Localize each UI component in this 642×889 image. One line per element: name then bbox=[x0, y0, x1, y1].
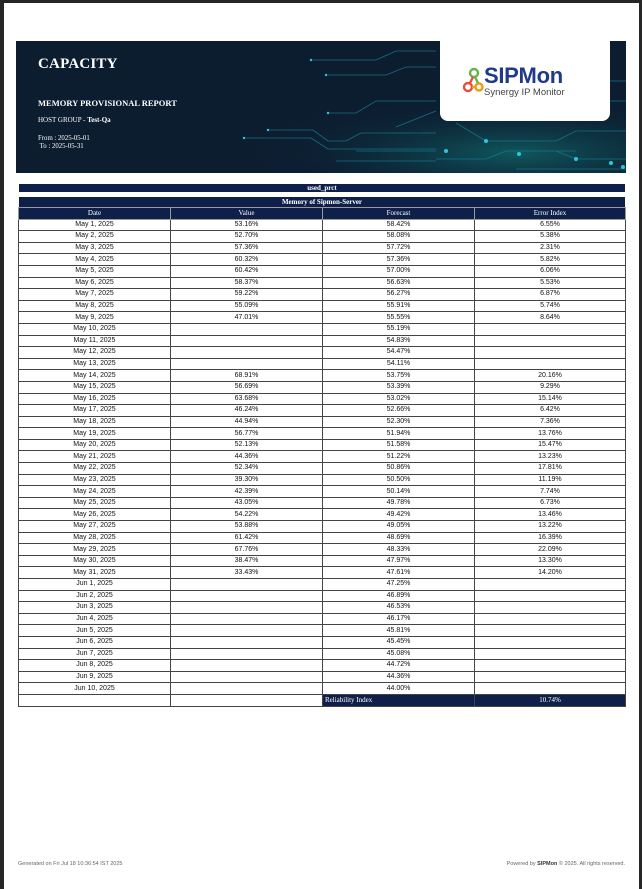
cell-error-index: 6.87% bbox=[475, 289, 626, 301]
cell-value: 63.68% bbox=[171, 393, 323, 405]
cell-date: May 21, 2025 bbox=[19, 451, 171, 463]
cell-error-index: 11.19% bbox=[475, 474, 626, 486]
table-row bbox=[19, 300, 626, 312]
cell-date: Jun 8, 2025 bbox=[19, 660, 171, 672]
cell-value: 67.76% bbox=[171, 544, 323, 556]
cell-value bbox=[171, 579, 323, 591]
cell-forecast: 50.14% bbox=[323, 486, 475, 498]
table-row bbox=[19, 265, 626, 277]
cell-value: 47.01% bbox=[171, 312, 323, 324]
cell-date: Jun 1, 2025 bbox=[19, 579, 171, 591]
metric-title-bar: used_prct bbox=[19, 184, 625, 192]
cell-value: 33.43% bbox=[171, 567, 323, 579]
cell-error-index: 6.42% bbox=[475, 405, 626, 417]
cell-error-index: 6.06% bbox=[475, 265, 626, 277]
table-row bbox=[19, 254, 626, 266]
table-row bbox=[19, 312, 626, 324]
cell-value: 68.91% bbox=[171, 370, 323, 382]
cell-error-index: 13.76% bbox=[475, 428, 626, 440]
section-title-bar: Memory of Sipmon-Server bbox=[19, 197, 625, 207]
table-row bbox=[19, 671, 626, 683]
cell-error-index bbox=[475, 613, 626, 625]
cell-forecast: 49.05% bbox=[323, 521, 475, 533]
cell-date: Jun 9, 2025 bbox=[19, 671, 171, 683]
cell-value: 53.88% bbox=[171, 521, 323, 533]
table-row bbox=[19, 219, 626, 231]
table-row bbox=[19, 405, 626, 417]
cell-value: 46.24% bbox=[171, 405, 323, 417]
cell-date: May 6, 2025 bbox=[19, 277, 171, 289]
cell-date: May 25, 2025 bbox=[19, 497, 171, 509]
cell-date: May 12, 2025 bbox=[19, 347, 171, 359]
logo-tagline: Synergy IP Monitor bbox=[484, 87, 565, 98]
cell-value bbox=[171, 648, 323, 660]
cell-forecast: 44.72% bbox=[323, 660, 475, 672]
cell-date: May 28, 2025 bbox=[19, 532, 171, 544]
cell-forecast: 44.36% bbox=[323, 671, 475, 683]
cell-date: Jun 5, 2025 bbox=[19, 625, 171, 637]
cell-value bbox=[171, 335, 323, 347]
cell-forecast: 56.27% bbox=[323, 289, 475, 301]
table-row bbox=[19, 393, 626, 405]
cell-error-index bbox=[475, 625, 626, 637]
cell-value: 56.77% bbox=[171, 428, 323, 440]
cell-date: Jun 10, 2025 bbox=[19, 683, 171, 695]
table-row bbox=[19, 509, 626, 521]
cell-error-index: 20.16% bbox=[475, 370, 626, 382]
cell-error-index: 15.47% bbox=[475, 439, 626, 451]
table-row bbox=[19, 289, 626, 301]
cell-value bbox=[171, 625, 323, 637]
cell-error-index: 13.30% bbox=[475, 555, 626, 567]
report-name: MEMORY PROVISIONAL REPORT bbox=[38, 98, 177, 108]
cell-value: 58.37% bbox=[171, 277, 323, 289]
table-row bbox=[19, 323, 626, 335]
cell-error-index bbox=[475, 579, 626, 591]
cell-date: May 14, 2025 bbox=[19, 370, 171, 382]
cell-forecast: 50.86% bbox=[323, 463, 475, 475]
cell-value: 55.09% bbox=[171, 300, 323, 312]
powered-by-prefix: Powered by bbox=[506, 861, 538, 867]
cell-error-index: 14.20% bbox=[475, 567, 626, 579]
date-range bbox=[38, 135, 90, 151]
cell-forecast: 48.33% bbox=[323, 544, 475, 556]
cell-forecast: 52.66% bbox=[323, 405, 475, 417]
cell-forecast: 54.11% bbox=[323, 358, 475, 370]
cell-date: Jun 7, 2025 bbox=[19, 648, 171, 660]
cell-forecast: 57.00% bbox=[323, 265, 475, 277]
cell-date: May 2, 2025 bbox=[19, 231, 171, 243]
cell-forecast: 55.19% bbox=[323, 323, 475, 335]
table-row bbox=[19, 683, 626, 695]
cell-forecast: 58.42% bbox=[323, 219, 475, 231]
report-category-title: CAPACITY bbox=[38, 56, 118, 72]
cell-value: 59.22% bbox=[171, 289, 323, 301]
report-header-banner bbox=[16, 41, 626, 173]
cell-value: 53.16% bbox=[171, 219, 323, 231]
cell-date: May 4, 2025 bbox=[19, 254, 171, 266]
cell-forecast: 51.22% bbox=[323, 451, 475, 463]
cell-date: May 10, 2025 bbox=[19, 323, 171, 335]
table-row bbox=[19, 463, 626, 475]
cell-forecast: 51.94% bbox=[323, 428, 475, 440]
cell-value bbox=[171, 590, 323, 602]
cell-forecast: 47.97% bbox=[323, 555, 475, 567]
cell-forecast: 55.91% bbox=[323, 300, 475, 312]
table-row bbox=[19, 613, 626, 625]
cell-value: 44.94% bbox=[171, 416, 323, 428]
column-header-forecast: Forecast bbox=[323, 208, 475, 220]
cell-date: May 8, 2025 bbox=[19, 300, 171, 312]
table-row bbox=[19, 370, 626, 382]
cell-date: May 7, 2025 bbox=[19, 289, 171, 301]
cell-forecast: 55.55% bbox=[323, 312, 475, 324]
cell-error-index bbox=[475, 590, 626, 602]
cell-value: 38.47% bbox=[171, 555, 323, 567]
table-row bbox=[19, 358, 626, 370]
cell-value: 52.13% bbox=[171, 439, 323, 451]
cell-date: May 19, 2025 bbox=[19, 428, 171, 440]
cell-date: May 20, 2025 bbox=[19, 439, 171, 451]
column-header-date: Date bbox=[19, 208, 171, 220]
cell-error-index: 6.73% bbox=[475, 497, 626, 509]
cell-date: May 13, 2025 bbox=[19, 358, 171, 370]
cell-forecast: 53.75% bbox=[323, 370, 475, 382]
table-row bbox=[19, 428, 626, 440]
cell-error-index: 5.38% bbox=[475, 231, 626, 243]
cell-value: 57.36% bbox=[171, 242, 323, 254]
cell-date: May 24, 2025 bbox=[19, 486, 171, 498]
table-row bbox=[19, 579, 626, 591]
cell-date: May 29, 2025 bbox=[19, 544, 171, 556]
cell-value: 52.70% bbox=[171, 231, 323, 243]
table-row bbox=[19, 497, 626, 509]
cell-forecast: 46.89% bbox=[323, 590, 475, 602]
table-row bbox=[19, 660, 626, 672]
host-group-label: HOST GROUP - bbox=[38, 116, 88, 124]
cell-value: 44.36% bbox=[171, 451, 323, 463]
date-from: From : 2025-05-01 bbox=[38, 135, 90, 142]
table-row bbox=[19, 474, 626, 486]
table-row bbox=[19, 555, 626, 567]
table-row bbox=[19, 277, 626, 289]
cell-value bbox=[171, 602, 323, 614]
cell-value: 43.05% bbox=[171, 497, 323, 509]
cell-error-index: 17.81% bbox=[475, 463, 626, 475]
reliability-index-value: 10.74% bbox=[475, 694, 626, 706]
powered-by-suffix: © 2025. All rights reserved. bbox=[557, 861, 625, 867]
cell-forecast: 47.61% bbox=[323, 567, 475, 579]
cell-date: May 18, 2025 bbox=[19, 416, 171, 428]
cell-error-index: 5.82% bbox=[475, 254, 626, 266]
cell-value bbox=[171, 660, 323, 672]
forecast-table bbox=[18, 207, 626, 707]
column-header-error-index: Error Index bbox=[475, 208, 626, 220]
host-group-value: Test-Qa bbox=[87, 116, 111, 124]
table-row bbox=[19, 590, 626, 602]
cell-error-index bbox=[475, 648, 626, 660]
cell-forecast: 51.58% bbox=[323, 439, 475, 451]
table-row bbox=[19, 416, 626, 428]
logo-card bbox=[440, 41, 610, 121]
table-row bbox=[19, 602, 626, 614]
cell-date: May 16, 2025 bbox=[19, 393, 171, 405]
cell-error-index: 5.74% bbox=[475, 300, 626, 312]
cell-value: 42.39% bbox=[171, 486, 323, 498]
cell-error-index bbox=[475, 683, 626, 695]
cell-error-index: 15.14% bbox=[475, 393, 626, 405]
cell-error-index bbox=[475, 636, 626, 648]
column-header-value: Value bbox=[171, 208, 323, 220]
table-row bbox=[19, 347, 626, 359]
sipmon-logo-icon bbox=[462, 67, 484, 95]
cell-error-index: 7.36% bbox=[475, 416, 626, 428]
table-row bbox=[19, 486, 626, 498]
table-header-row bbox=[19, 208, 626, 220]
cell-error-index: 2.31% bbox=[475, 242, 626, 254]
cell-error-index bbox=[475, 358, 626, 370]
table-row bbox=[19, 439, 626, 451]
table-row bbox=[19, 544, 626, 556]
logo-wordmark: SIPMon bbox=[484, 63, 563, 88]
powered-by-brand: SIPMon bbox=[537, 861, 558, 867]
cell-error-index: 7.74% bbox=[475, 486, 626, 498]
cell-forecast: 53.39% bbox=[323, 381, 475, 393]
cell-forecast: 53.02% bbox=[323, 393, 475, 405]
cell-forecast: 45.81% bbox=[323, 625, 475, 637]
cell-error-index: 16.39% bbox=[475, 532, 626, 544]
cell-value: 39.30% bbox=[171, 474, 323, 486]
table-row bbox=[19, 648, 626, 660]
cell-value: 56.69% bbox=[171, 381, 323, 393]
cell-forecast: 46.17% bbox=[323, 613, 475, 625]
cell-error-index: 6.55% bbox=[475, 219, 626, 231]
cell-error-index bbox=[475, 335, 626, 347]
table-row bbox=[19, 532, 626, 544]
cell-date: May 9, 2025 bbox=[19, 312, 171, 324]
cell-value: 61.42% bbox=[171, 532, 323, 544]
powered-by bbox=[507, 861, 625, 867]
cell-date: Jun 2, 2025 bbox=[19, 590, 171, 602]
cell-forecast: 54.47% bbox=[323, 347, 475, 359]
cell-value: 52.34% bbox=[171, 463, 323, 475]
cell-error-index bbox=[475, 660, 626, 672]
cell-forecast: 54.83% bbox=[323, 335, 475, 347]
cell-error-index bbox=[475, 323, 626, 335]
cell-date: May 26, 2025 bbox=[19, 509, 171, 521]
cell-forecast: 58.08% bbox=[323, 231, 475, 243]
cell-date: May 30, 2025 bbox=[19, 555, 171, 567]
cell-forecast: 56.63% bbox=[323, 277, 475, 289]
cell-date: May 23, 2025 bbox=[19, 474, 171, 486]
cell-value: 60.42% bbox=[171, 265, 323, 277]
cell-date: May 31, 2025 bbox=[19, 567, 171, 579]
cell-date: May 5, 2025 bbox=[19, 265, 171, 277]
table-row bbox=[19, 521, 626, 533]
cell-forecast: 45.45% bbox=[323, 636, 475, 648]
table-row bbox=[19, 567, 626, 579]
table-row bbox=[19, 636, 626, 648]
cell-error-index bbox=[475, 347, 626, 359]
cell-error-index: 13.46% bbox=[475, 509, 626, 521]
cell-value bbox=[171, 613, 323, 625]
reliability-row bbox=[19, 694, 626, 706]
cell-date: May 17, 2025 bbox=[19, 405, 171, 417]
table-row bbox=[19, 242, 626, 254]
cell-value: 54.22% bbox=[171, 509, 323, 521]
cell-date: Jun 6, 2025 bbox=[19, 636, 171, 648]
cell-date: May 1, 2025 bbox=[19, 219, 171, 231]
cell-forecast: 52.30% bbox=[323, 416, 475, 428]
cell-error-index: 5.53% bbox=[475, 277, 626, 289]
table-row bbox=[19, 381, 626, 393]
table-row bbox=[19, 335, 626, 347]
cell-error-index: 9.29% bbox=[475, 381, 626, 393]
cell-date: May 3, 2025 bbox=[19, 242, 171, 254]
cell-date: May 15, 2025 bbox=[19, 381, 171, 393]
cell-date: May 22, 2025 bbox=[19, 463, 171, 475]
cell-error-index bbox=[475, 602, 626, 614]
cell-date: Jun 4, 2025 bbox=[19, 613, 171, 625]
cell-value bbox=[171, 358, 323, 370]
cell-error-index bbox=[475, 671, 626, 683]
report-page bbox=[4, 3, 639, 889]
table-row bbox=[19, 451, 626, 463]
cell-forecast: 46.53% bbox=[323, 602, 475, 614]
reliability-index-label: Reliability Index bbox=[323, 694, 475, 706]
generated-timestamp: Generated on Fri Jul 18 10:36:54 IST 2025 bbox=[18, 861, 123, 867]
cell-date: May 27, 2025 bbox=[19, 521, 171, 533]
cell-forecast: 49.78% bbox=[323, 497, 475, 509]
cell-error-index: 22.09% bbox=[475, 544, 626, 556]
host-group bbox=[38, 116, 111, 124]
empty-cell bbox=[171, 694, 323, 706]
cell-error-index: 13.22% bbox=[475, 521, 626, 533]
cell-value bbox=[171, 636, 323, 648]
cell-forecast: 50.50% bbox=[323, 474, 475, 486]
cell-date: May 11, 2025 bbox=[19, 335, 171, 347]
cell-forecast: 47.25% bbox=[323, 579, 475, 591]
cell-forecast: 44.00% bbox=[323, 683, 475, 695]
cell-forecast: 57.72% bbox=[323, 242, 475, 254]
cell-forecast: 57.36% bbox=[323, 254, 475, 266]
cell-value bbox=[171, 323, 323, 335]
cell-error-index: 13.23% bbox=[475, 451, 626, 463]
cell-value bbox=[171, 671, 323, 683]
cell-error-index: 8.64% bbox=[475, 312, 626, 324]
empty-cell bbox=[19, 694, 171, 706]
cell-value bbox=[171, 347, 323, 359]
cell-date: Jun 3, 2025 bbox=[19, 602, 171, 614]
cell-forecast: 45.08% bbox=[323, 648, 475, 660]
date-to: To : 2025-05-31 bbox=[38, 143, 84, 150]
cell-value: 60.32% bbox=[171, 254, 323, 266]
cell-value bbox=[171, 683, 323, 695]
table-row bbox=[19, 625, 626, 637]
cell-forecast: 48.69% bbox=[323, 532, 475, 544]
cell-forecast: 49.42% bbox=[323, 509, 475, 521]
table-row bbox=[19, 231, 626, 243]
